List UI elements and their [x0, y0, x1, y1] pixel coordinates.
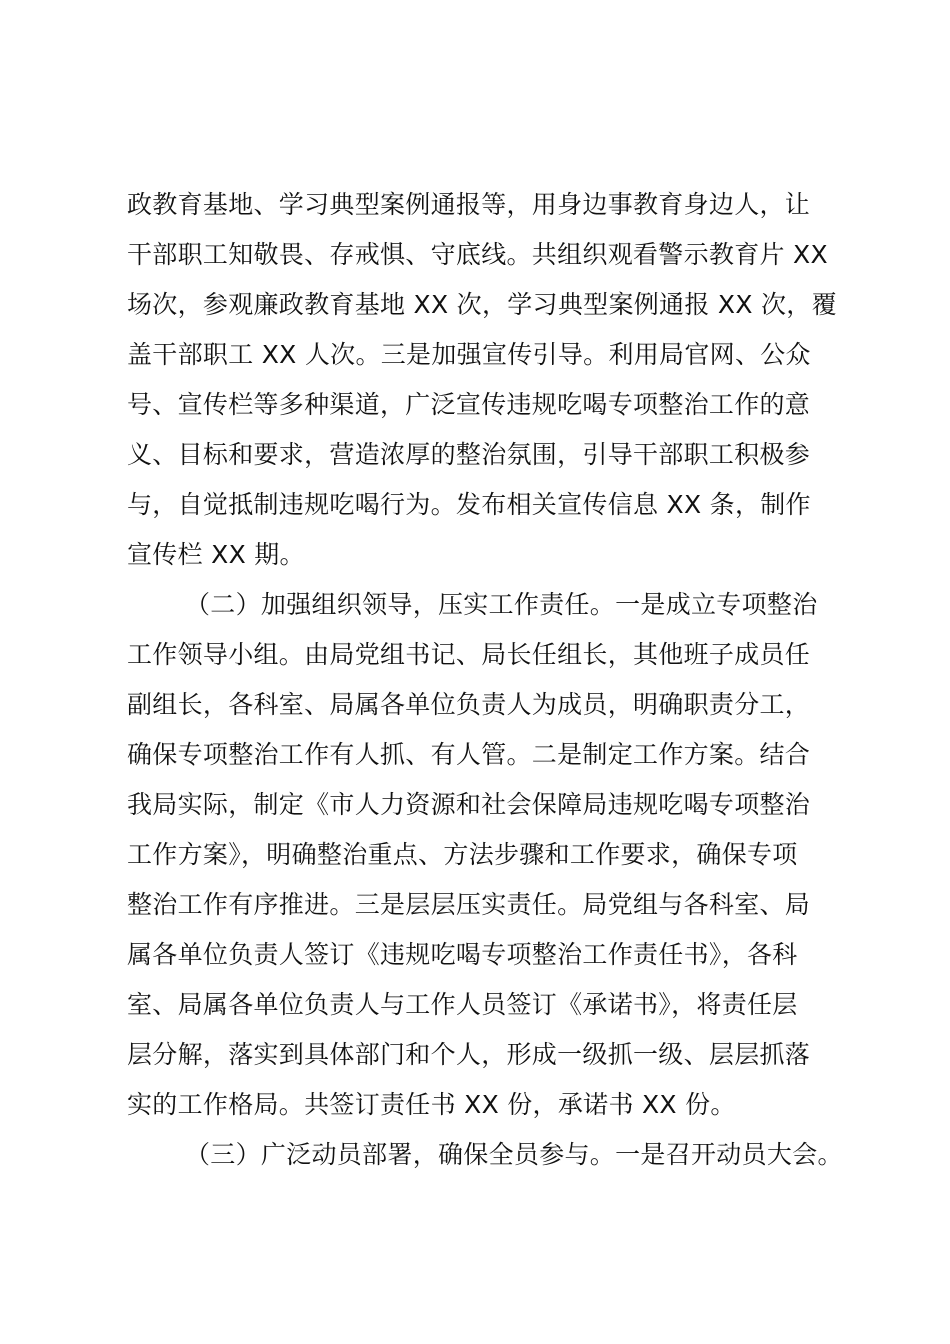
body-text-line: 层分解，落实到具体部门和个人，形成一级抓一级、层层抓落	[127, 1040, 811, 1069]
body-text-line: 宣传栏 XX 期。	[127, 540, 305, 569]
body-text-line: 场次，参观廉政教育基地 XX 次，学习典型案例通报 XX 次，覆	[127, 290, 837, 319]
section-heading-line: （三）广泛动员部署，确保全员参与。一是召开动员大会。	[185, 1140, 843, 1169]
body-text-line: 号、宣传栏等多种渠道，广泛宣传违规吃喝专项整治工作的意	[127, 390, 811, 419]
body-text-line: 政教育基地、学习典型案例通报等，用身边事教育身边人，让	[127, 190, 811, 219]
body-text-line: 与，自觉抵制违规吃喝行为。发布相关宣传信息 XX 条，制作	[127, 490, 811, 519]
body-text-line: 实的工作格局。共签订责任书 XX 份，承诺书 XX 份。	[127, 1090, 736, 1119]
body-text-line: 室、局属各单位负责人与工作人员签订《承诺书》，将责任层	[127, 990, 798, 1019]
body-text-line: 工作领导小组。由局党组书记、局长任组长，其他班子成员任	[127, 640, 811, 669]
body-text-line: 整治工作有序推进。三是层层压实责任。局党组与各科室、局	[127, 890, 811, 919]
body-text-line: 义、目标和要求，营造浓厚的整治氛围，引导干部职工积极参	[127, 440, 811, 469]
body-text-line: 属各单位负责人签订《违规吃喝专项整治工作责任书》，各科	[127, 940, 798, 969]
body-text-line: 工作方案》，明确整治重点、方法步骤和工作要求，确保专项	[127, 840, 798, 869]
body-text-line: 副组长，各科室、局属各单位负责人为成员，明确职责分工，	[127, 690, 811, 719]
body-text-line: 干部职工知敬畏、存戒惧、守底线。共组织观看警示教育片 XX	[127, 240, 828, 269]
section-heading-line: （二）加强组织领导，压实工作责任。一是成立专项整治	[185, 590, 818, 619]
body-text-line: 我局实际，制定《市人力资源和社会保障局违规吃喝专项整治	[127, 790, 811, 819]
body-text-line: 确保专项整治工作有人抓、有人管。二是制定工作方案。结合	[127, 740, 811, 769]
body-text-line: 盖干部职工 XX 人次。三是加强宣传引导。利用局官网、公众	[127, 340, 811, 369]
